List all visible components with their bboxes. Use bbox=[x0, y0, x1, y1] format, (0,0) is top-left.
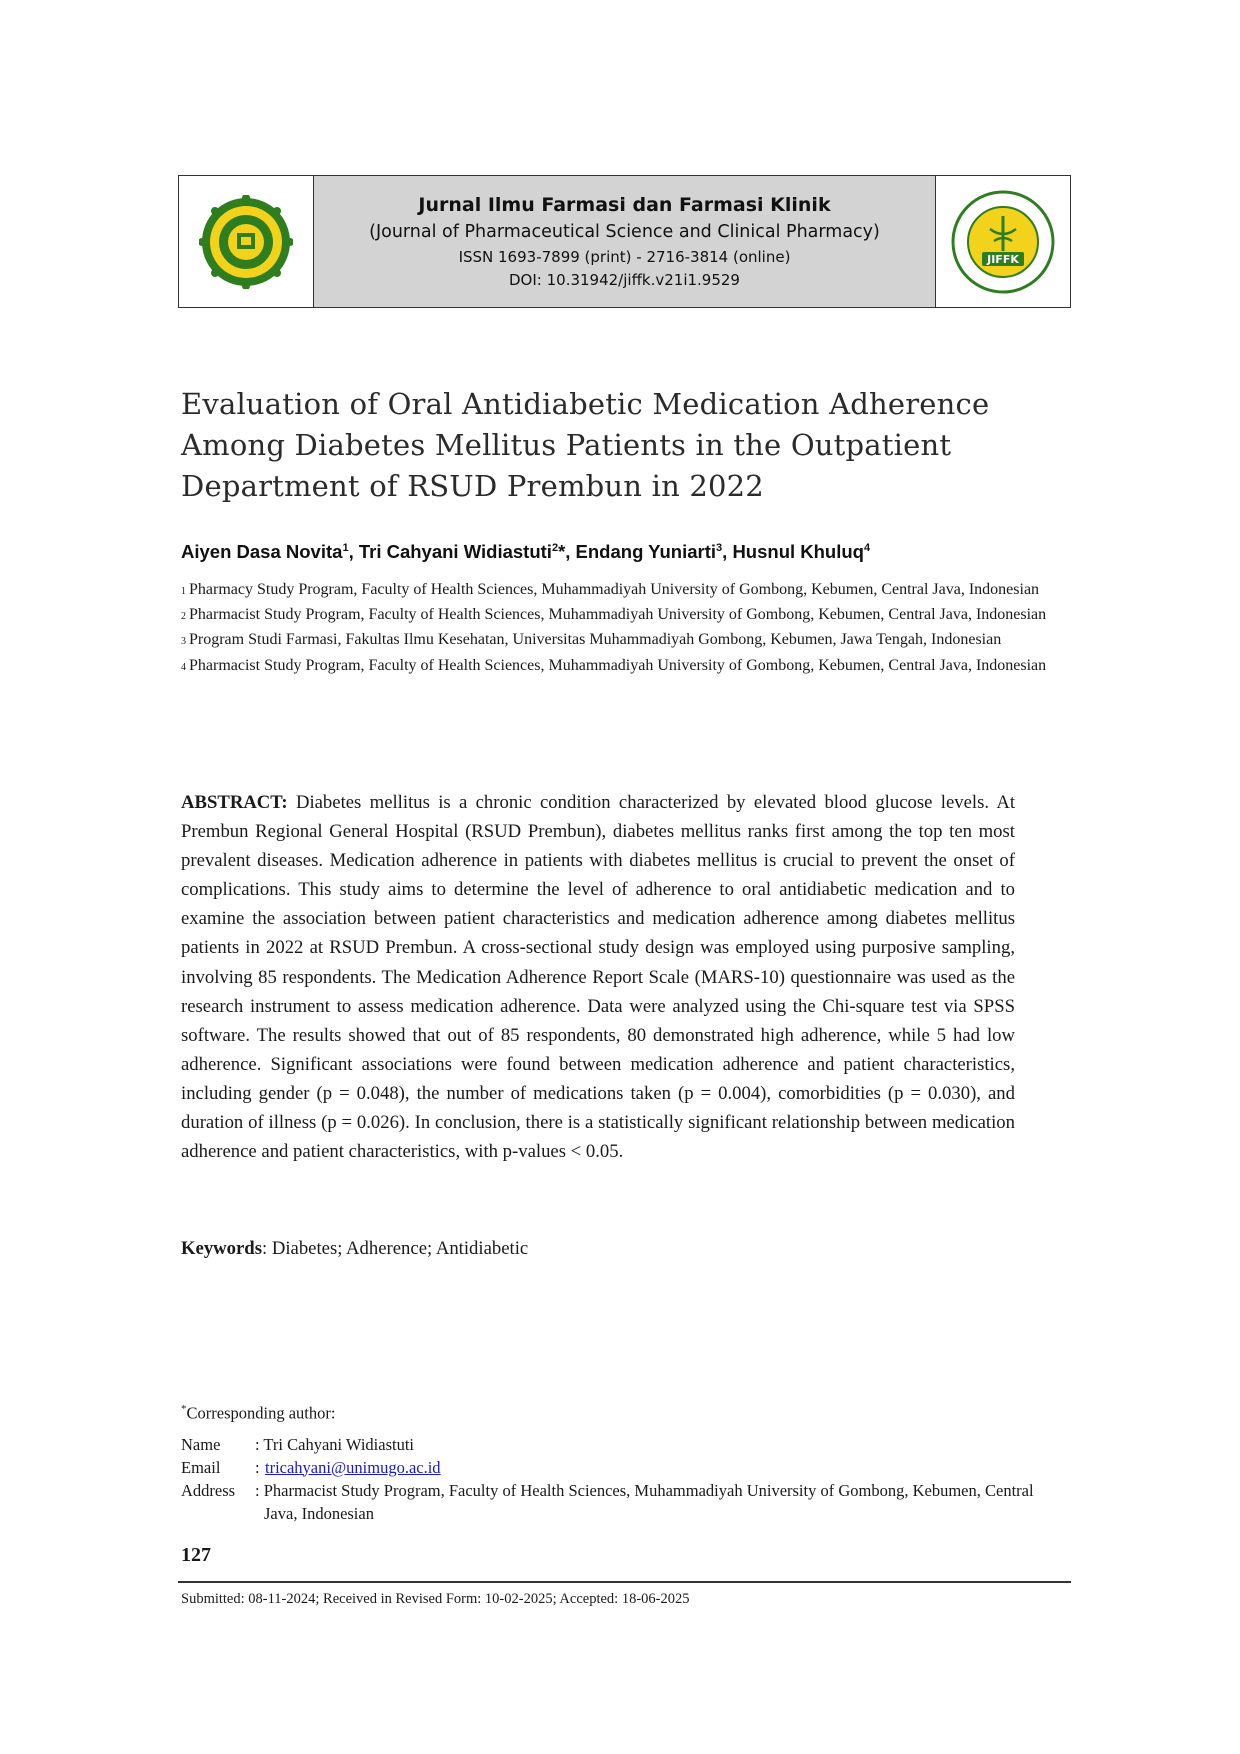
corresponding-address-value: : Pharmacist Study Program, Faculty of Health Sciences, Muhammadiyah University of Gombong, Kebumen, Central Java, Indonesian bbox=[255, 1480, 1034, 1523]
author-name: Tri Cahyani Widiastuti bbox=[358, 541, 552, 562]
affiliation-text: Program Studi Farmasi, Fakultas Ilmu Kesehatan, Universitas Muhammadiyah Gombong, Kebumen, Jawa Tengah, Indonesian bbox=[189, 631, 1002, 649]
affiliation-text: Pharmacist Study Program, Faculty of Health Sciences, Muhammadiyah University of Gombong, Kebumen, Central Java, Indonesian bbox=[189, 656, 1047, 674]
keywords bbox=[181, 1238, 1015, 1260]
corresponding-mark: * bbox=[558, 541, 566, 562]
journal-subtitle: (Journal of Pharmaceutical Science and Clinical Pharmacy) bbox=[369, 222, 880, 242]
author-separator: , bbox=[722, 541, 733, 562]
corresponding-name-row bbox=[181, 1433, 1061, 1456]
left-logo-cell bbox=[179, 176, 314, 307]
journal-issn: ISSN 1693-7899 (print) - 2716-3814 (online) bbox=[458, 248, 791, 266]
paper-title: Evaluation of Oral Antidiabetic Medication Adherence Among Diabetes Mellitus Patients in the Outpatient Department of RSUD Prembun in 2022 bbox=[181, 387, 990, 503]
corresponding-email-label: Email bbox=[181, 1457, 221, 1477]
abstract-label: ABSTRACT: bbox=[181, 792, 288, 813]
keywords-text: : Diabetes; Adherence; Antidiabetic bbox=[261, 1238, 529, 1259]
journal-header bbox=[178, 175, 1071, 308]
corresponding-name-label: Name bbox=[181, 1434, 221, 1454]
journal-name: Jurnal Ilmu Farmasi dan Farmasi Klinik bbox=[418, 194, 831, 216]
affiliation-item bbox=[181, 578, 1061, 603]
affiliation-item bbox=[181, 654, 1061, 679]
corresponding-mark: * bbox=[181, 1403, 187, 1415]
affiliation-list bbox=[181, 578, 1061, 679]
keywords-label: Keywords bbox=[181, 1238, 262, 1259]
author-affil-sup: 4 bbox=[863, 542, 871, 554]
affiliation-text: Pharmacist Study Program, Faculty of Health Sciences, Muhammadiyah University of Gombong, Kebumen, Central Java, Indonesian bbox=[189, 606, 1047, 624]
university-seal-icon bbox=[199, 195, 293, 289]
affiliation-number: 3 bbox=[181, 636, 186, 648]
affiliation-number: 2 bbox=[181, 611, 186, 623]
corresponding-address-row bbox=[181, 1479, 1061, 1525]
corresponding-name-value: : Tri Cahyani Widiastuti bbox=[255, 1434, 415, 1454]
corresponding-heading-text: Corresponding author: bbox=[186, 1403, 336, 1423]
jiffk-logo-icon bbox=[950, 189, 1056, 295]
journal-doi: DOI: 10.31942/jiffk.v21i1.9529 bbox=[509, 271, 740, 289]
affiliation-item bbox=[181, 603, 1061, 628]
author-name: Husnul Khuluq bbox=[732, 541, 864, 562]
author-affil-sup: 1 bbox=[342, 542, 349, 554]
affiliation-number: 4 bbox=[181, 661, 186, 673]
corresponding-email-row bbox=[181, 1456, 1061, 1479]
corresponding-email-colon: : bbox=[255, 1457, 260, 1477]
author-name: Endang Yuniarti bbox=[575, 541, 717, 562]
author-affil-sup: 3 bbox=[716, 542, 723, 554]
jiffk-logo-text: JIFFK bbox=[987, 252, 1019, 266]
journal-title-block bbox=[314, 176, 935, 307]
author-affil-sup: 2 bbox=[551, 542, 559, 554]
corresponding-heading bbox=[181, 1403, 1061, 1424]
affiliation-item bbox=[181, 628, 1061, 653]
page-number: 127 bbox=[181, 1544, 211, 1566]
corresponding-email-link[interactable]: tricahyani@unimugo.ac.id bbox=[265, 1457, 441, 1477]
author-separator: , bbox=[565, 541, 576, 562]
affiliation-text: Pharmacy Study Program, Faculty of Health Sciences, Muhammadiyah University of Gombong, Kebumen, Central Java, Indonesian bbox=[189, 581, 1040, 598]
corresponding-address-label: Address bbox=[181, 1480, 236, 1500]
abstract bbox=[181, 788, 1015, 1166]
author-list bbox=[181, 541, 1081, 563]
corresponding-author-block bbox=[181, 1403, 1061, 1525]
affiliation-number: 1 bbox=[181, 586, 186, 597]
abstract-text: Diabetes mellitus is a chronic condition characterized by elevated blood glucose levels. At Prembun Regional General Hospital (RSUD Prembun), diabetes mellitus ranks first among the top ten most prevalent diseases. Medication adherence in patients with diabetes mellitus is crucial to prevent the onset of complications. This study aims to determine the level of adherence to oral antidiabetic medication and to examine the association between patient characteristics and medication adherence among diabetes mellitus patients in 2022 at RSUD Prembun. A cross-sectional study design was employed using purposive sampling, involving 85 respondents. The Medication Adherence Report Scale (MARS-10) questionnaire was used as the research instrument to assess medication adherence. Data were analyzed using the Chi-square test via SPSS software. The results showed that out of 85 respondents, 80 demonstrated high adherence, while 5 had low adherence. Significant associations were found between medication adherence and patient characteristics, including gender (p = 0.048), the number of medications taken (p = 0.004), comorbidities (p = 0.030), and duration of illness (p = 0.026). In conclusion, there is a statistically significant relationship between medication adherence and patient characteristics, with p-values < 0.05. bbox=[181, 792, 1016, 1163]
author-name: Aiyen Dasa Novita bbox=[181, 541, 343, 562]
author-separator: , bbox=[348, 541, 359, 562]
right-logo-cell bbox=[935, 176, 1070, 307]
footer-divider bbox=[178, 1581, 1071, 1583]
submission-dates: Submitted: 08-11-2024; Received in Revised Form: 10-02-2025; Accepted: 18-06-2025 bbox=[181, 1591, 690, 1607]
